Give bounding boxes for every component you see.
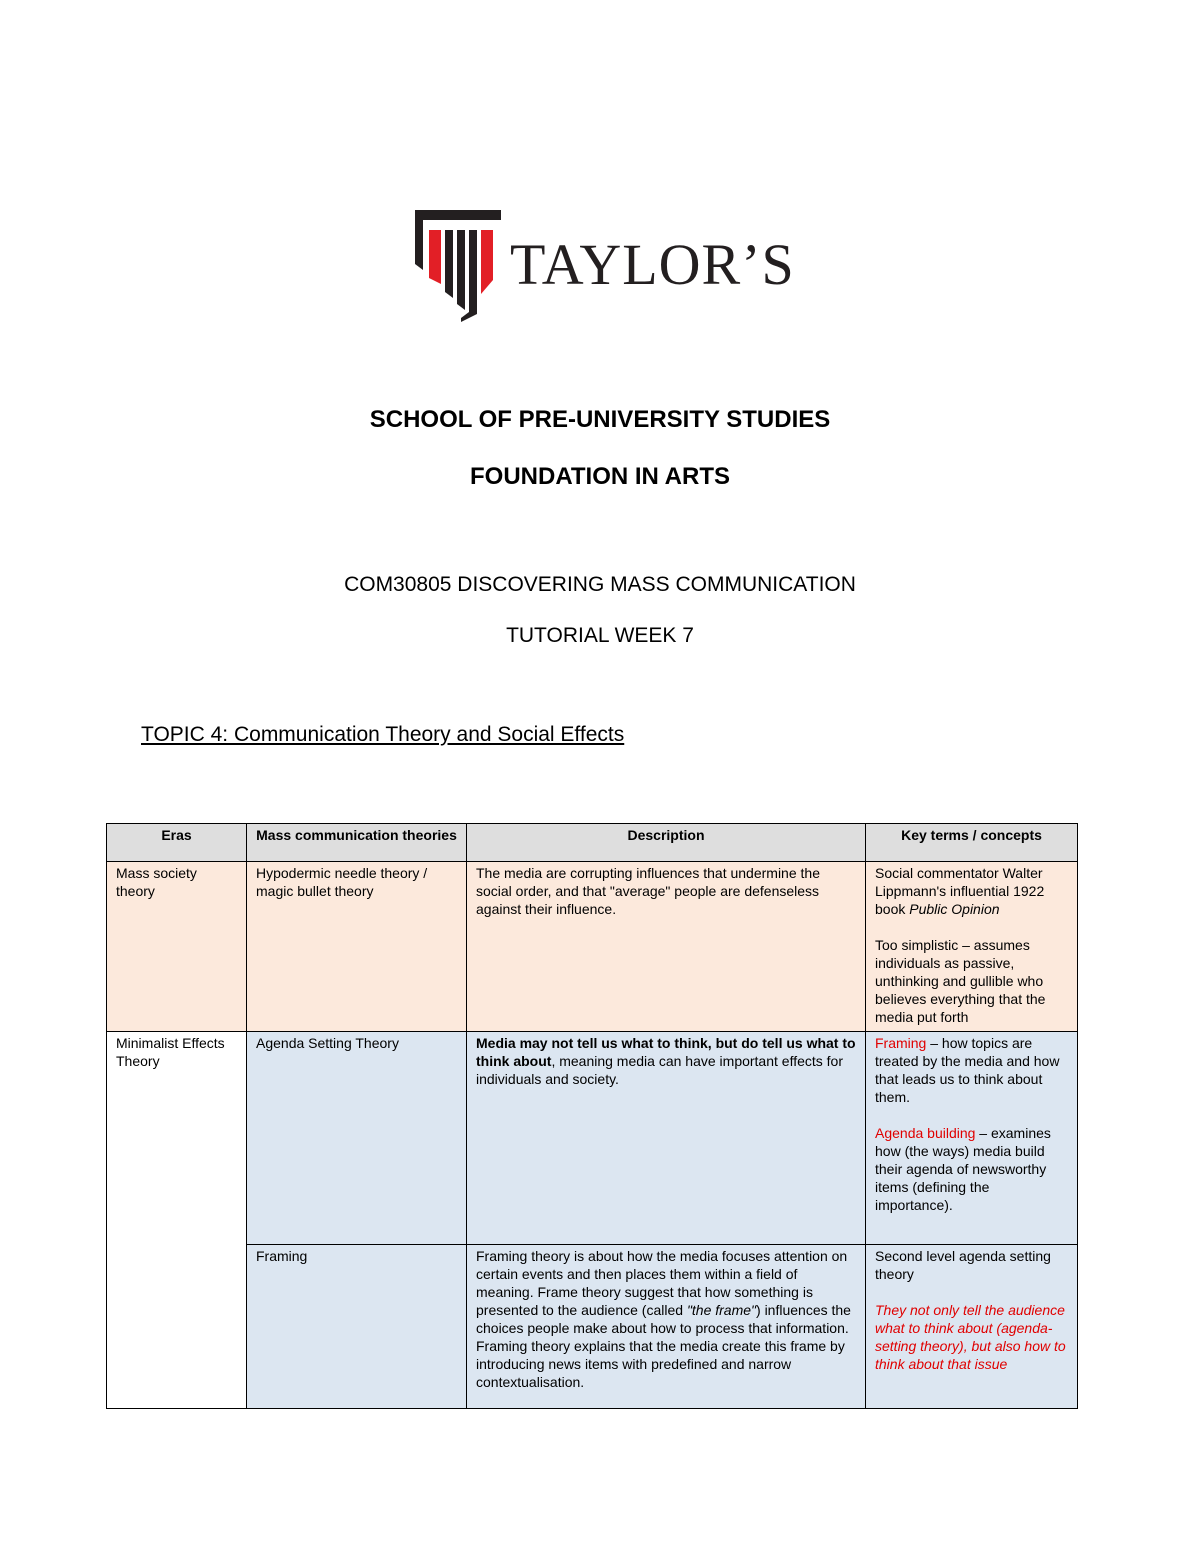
- second-level-note: They not only tell the audience what to think about (agenda-setting theory), but also how to think about that issue: [875, 1302, 1066, 1372]
- key-terms-cell: Framing – how topics are treated by the media and how that leads us to think about them. Agenda building – examines how (the ways) media build their agenda of newsworthy items (defining the importance).: [866, 1032, 1078, 1245]
- logo-wordmark: TAYLOR’S: [510, 232, 795, 297]
- description-cell: Media may not tell us what to think, but do tell us what to think about, meaning media can have important effects for individuals and society.: [467, 1032, 866, 1245]
- table-row: [107, 862, 1078, 1032]
- header-description: Description: [467, 824, 866, 862]
- school-name: SCHOOL OF PRE-UNIVERSITY STUDIES: [369, 406, 831, 433]
- table-row: [107, 1245, 1078, 1409]
- key-terms-cell: [866, 1245, 1078, 1409]
- key-term-text: Too simplistic – assumes individuals as passive, unthinking and gullible who believes everything that the media put forth: [875, 937, 1046, 1025]
- description-bold: Media may not tell us what to think, but do tell us what to think about: [476, 1035, 856, 1069]
- the-frame-italic: "the frame": [686, 1302, 757, 1318]
- description-cell: Framing theory is about how the media focuses attention on certain events and then places them within a field of meaning. Frame theory suggest that how something is presented to the audience (called "the frame") influences the choices people make about how to process that information. Framing theory explains that the media create this frame by introducing news items with predefined and narrow contextualisation.: [467, 1245, 866, 1409]
- taylors-logo: [415, 208, 795, 323]
- theory-cell: Hypodermic needle theory / magic bullet theory: [247, 862, 467, 1032]
- table-header-row: [107, 824, 1078, 862]
- era-cell: Mass society theory: [107, 862, 247, 1032]
- theory-table: [106, 823, 1078, 1409]
- header-eras: Eras: [107, 824, 247, 862]
- table-row: [107, 1032, 1078, 1245]
- key-term-agenda-building: Agenda building: [875, 1125, 976, 1141]
- description-cell: The media are corrupting influences that undermine the social order, and that "average" people are defenseless against their influence.: [467, 862, 866, 1032]
- key-term-text: Social commentator Walter Lippmann's influential 1922 book: [875, 865, 1045, 917]
- taylors-pillar-icon: [415, 208, 507, 323]
- era-cell: Minimalist Effects Theory: [107, 1032, 247, 1409]
- programme-name: FOUNDATION IN ARTS: [470, 463, 730, 490]
- theory-cell: Framing: [247, 1245, 467, 1409]
- header-key-terms: Key terms / concepts: [866, 824, 1078, 862]
- course-title: COM30805 DISCOVERING MASS COMMUNICATION: [344, 573, 856, 596]
- key-term-framing: Framing: [875, 1035, 927, 1051]
- book-title: Public Opinion: [909, 901, 1000, 917]
- topic-heading: TOPIC 4: Communication Theory and Social Effects: [141, 723, 625, 746]
- header-theories: Mass communication theories: [247, 824, 467, 862]
- key-terms-cell: [866, 862, 1078, 1032]
- theory-cell: Agenda Setting Theory: [247, 1032, 467, 1245]
- tutorial-title: TUTORIAL WEEK 7: [506, 624, 694, 647]
- key-term-text: Second level agenda setting theory: [875, 1248, 1051, 1282]
